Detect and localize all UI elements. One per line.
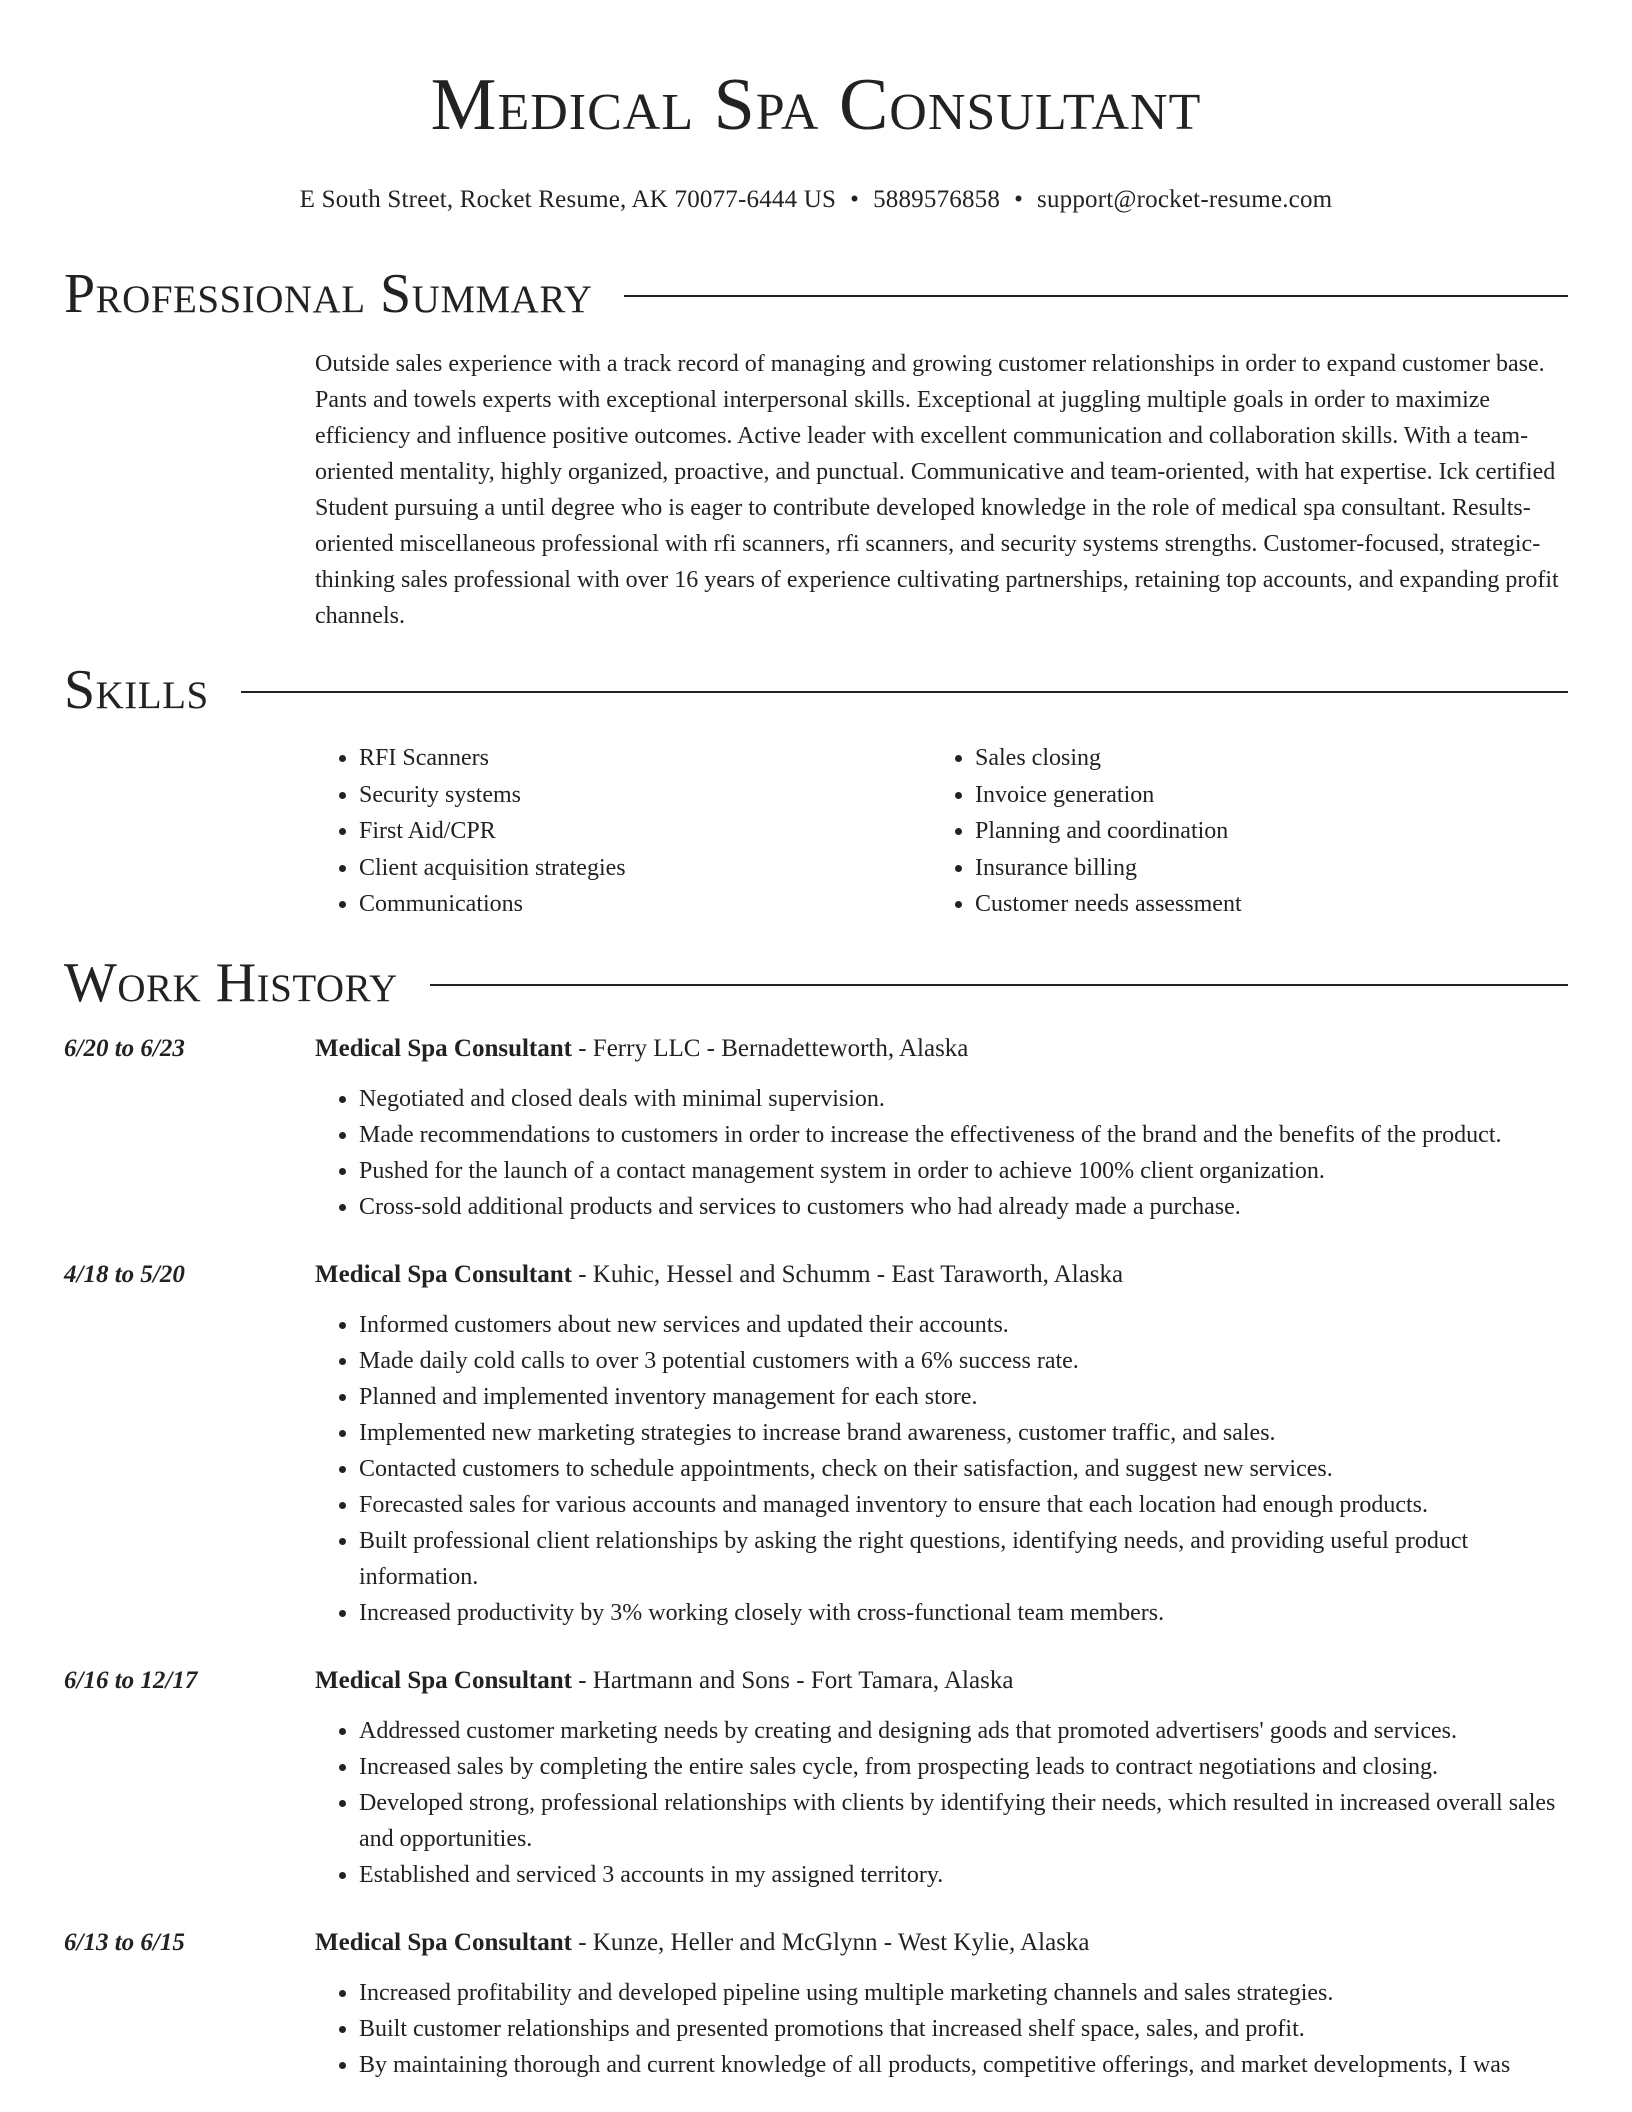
skill-item: • Security systems: [359, 777, 931, 814]
job-heading: [315, 1925, 1568, 1961]
job-title: Medical Spa Consultant: [315, 1034, 572, 1062]
job-bullet: • Negotiated and closed deals with minimal supervision.: [359, 1081, 1568, 1117]
skill-item: • RFI Scanners: [359, 740, 931, 777]
job-bullet: • Cross-sold additional products and services to customers who had already made a purchase.: [359, 1189, 1568, 1225]
skill-item: • Insurance billing: [975, 850, 1242, 887]
work-section-header: [64, 951, 1568, 1014]
section-divider: [624, 295, 1568, 297]
job-bullet: • Built professional client relationships by asking the right questions, identifying needs, and providing useful product information.: [359, 1523, 1568, 1595]
job-heading: [315, 1257, 1568, 1293]
section-divider: [430, 984, 1568, 986]
skill-item: • Sales closing: [975, 740, 1242, 777]
job-dates: 6/20 to 6/23: [64, 1034, 185, 1062]
work-heading: Work History: [64, 951, 398, 1014]
job-bullet: • By maintaining thorough and current knowledge of all products, competitive offerings, and market developments, I was: [359, 2047, 1568, 2083]
job-bullet: • Contacted customers to schedule appointments, check on their satisfaction, and suggest new services.: [359, 1451, 1568, 1487]
job-entry: [64, 1257, 1568, 1631]
contact-email: support@rocket-resume.com: [1037, 186, 1333, 213]
job-bullet: • Informed customers about new services and updated their accounts.: [359, 1307, 1568, 1343]
contact-address: E South Street, Rocket Resume, AK 70077-6444 US: [299, 186, 837, 213]
skills-section-header: [64, 659, 1568, 721]
job-bullet: • Increased productivity by 3% working closely with cross-functional team members.: [359, 1595, 1568, 1631]
skills-column-right: [931, 740, 1242, 923]
job-bullets: [315, 1307, 1568, 1631]
job-bullet: • Implemented new marketing strategies to increase brand awareness, customer traffic, and sales.: [359, 1415, 1568, 1451]
job-title: Medical Spa Consultant: [315, 1260, 572, 1288]
job-bullet: • Built customer relationships and presented promotions that increased shelf space, sales, and profit.: [359, 2011, 1568, 2047]
skills-column-left: [315, 740, 931, 923]
skill-item: • Client acquisition strategies: [359, 850, 931, 887]
job-bullet: • Forecasted sales for various accounts and managed inventory to ensure that each location had enough products.: [359, 1487, 1568, 1523]
skill-item: • Invoice generation: [975, 777, 1242, 814]
job-dates: 6/13 to 6/15: [64, 1928, 185, 1956]
skills-heading: Skills: [64, 659, 209, 721]
skill-item: • Planning and coordination: [975, 813, 1242, 850]
contact-line: [64, 186, 1568, 214]
job-bullet: • Planned and implemented inventory management for each store.: [359, 1379, 1568, 1415]
skill-item: • Communications: [359, 886, 931, 923]
job-title: Medical Spa Consultant: [315, 1666, 572, 1694]
job-entry: [64, 1663, 1568, 1893]
job-bullet: • Established and serviced 3 accounts in my assigned territory.: [359, 1857, 1568, 1893]
job-body: [315, 1663, 1568, 1893]
job-bullet: • Pushed for the launch of a contact management system in order to achieve 100% client organization.: [359, 1153, 1568, 1189]
job-bullet: • Made daily cold calls to over 3 potential customers with a 6% success rate.: [359, 1343, 1568, 1379]
contact-phone: 5889576858: [873, 186, 1001, 213]
skills-list: [315, 740, 1568, 923]
skill-item: • Customer needs assessment: [975, 886, 1242, 923]
job-body: [315, 1925, 1568, 2083]
job-bullets: [315, 1081, 1568, 1225]
job-employer: - Kuhic, Hessel and Schumm - East Taraworth, Alaska: [571, 1260, 1124, 1288]
job-bullets: [315, 1975, 1568, 2083]
job-bullet: • Addressed customer marketing needs by creating and designing ads that promoted advertisers' goods and services.: [359, 1713, 1568, 1749]
summary-heading: Professional Summary: [64, 263, 593, 325]
job-entry: [64, 1031, 1568, 1225]
job-dates: 4/18 to 5/20: [64, 1260, 185, 1288]
job-title: Medical Spa Consultant: [315, 1928, 572, 1956]
job-heading: [315, 1031, 1568, 1067]
job-employer: - Kunze, Heller and McGlynn - West Kylie, Alaska: [571, 1928, 1090, 1956]
job-body: [315, 1257, 1568, 1631]
job-bullets: [315, 1713, 1568, 1893]
summary-text: Outside sales experience with a track record of managing and growing customer relationships in order to expand customer base. Pants and towels experts with exceptional interpersonal skills. Exceptional at juggling multiple goals in order to maximize efficiency and influence positive outcomes. Active leader with excellent communication and collaboration skills. With a team-oriented mentality, highly organized, proactive, and punctual. Communicative and team-oriented, with hat expertise. Ick certified Student pursuing a until degree who is eager to contribute developed knowledge in the role of medical spa consultant. Results-oriented miscellaneous professional with rfi scanners, rfi scanners, and security systems strengths. Customer-focused, strategic-thinking sales professional with over 16 years of experience cultivating partnerships, retaining top accounts, and expanding profit channels.: [315, 351, 1559, 629]
summary-section-header: [64, 263, 1568, 325]
contact-separator: •: [1014, 186, 1024, 213]
job-heading: [315, 1663, 1568, 1699]
skill-item: • First Aid/CPR: [359, 813, 931, 850]
job-body: [315, 1031, 1568, 1225]
job-employer: - Ferry LLC - Bernadetteworth, Alaska: [571, 1034, 969, 1062]
job-bullet: • Made recommendations to customers in order to increase the effectiveness of the brand and the benefits of the product.: [359, 1117, 1568, 1153]
job-bullet: • Increased sales by completing the entire sales cycle, from prospecting leads to contract negotiations and closing.: [359, 1749, 1568, 1785]
resume-name: Medical Spa Consultant: [430, 64, 1202, 146]
job-bullet: • Developed strong, professional relationships with clients by identifying their needs, which resulted in increased overall sales and opportunities.: [359, 1785, 1568, 1857]
job-dates: 6/16 to 12/17: [64, 1666, 198, 1694]
job-entry: [64, 1925, 1568, 2083]
contact-separator: •: [850, 186, 860, 213]
section-divider: [241, 691, 1568, 693]
job-employer: - Hartmann and Sons - Fort Tamara, Alaska: [571, 1666, 1014, 1694]
job-bullet: • Increased profitability and developed pipeline using multiple marketing channels and sales strategies.: [359, 1975, 1568, 2011]
